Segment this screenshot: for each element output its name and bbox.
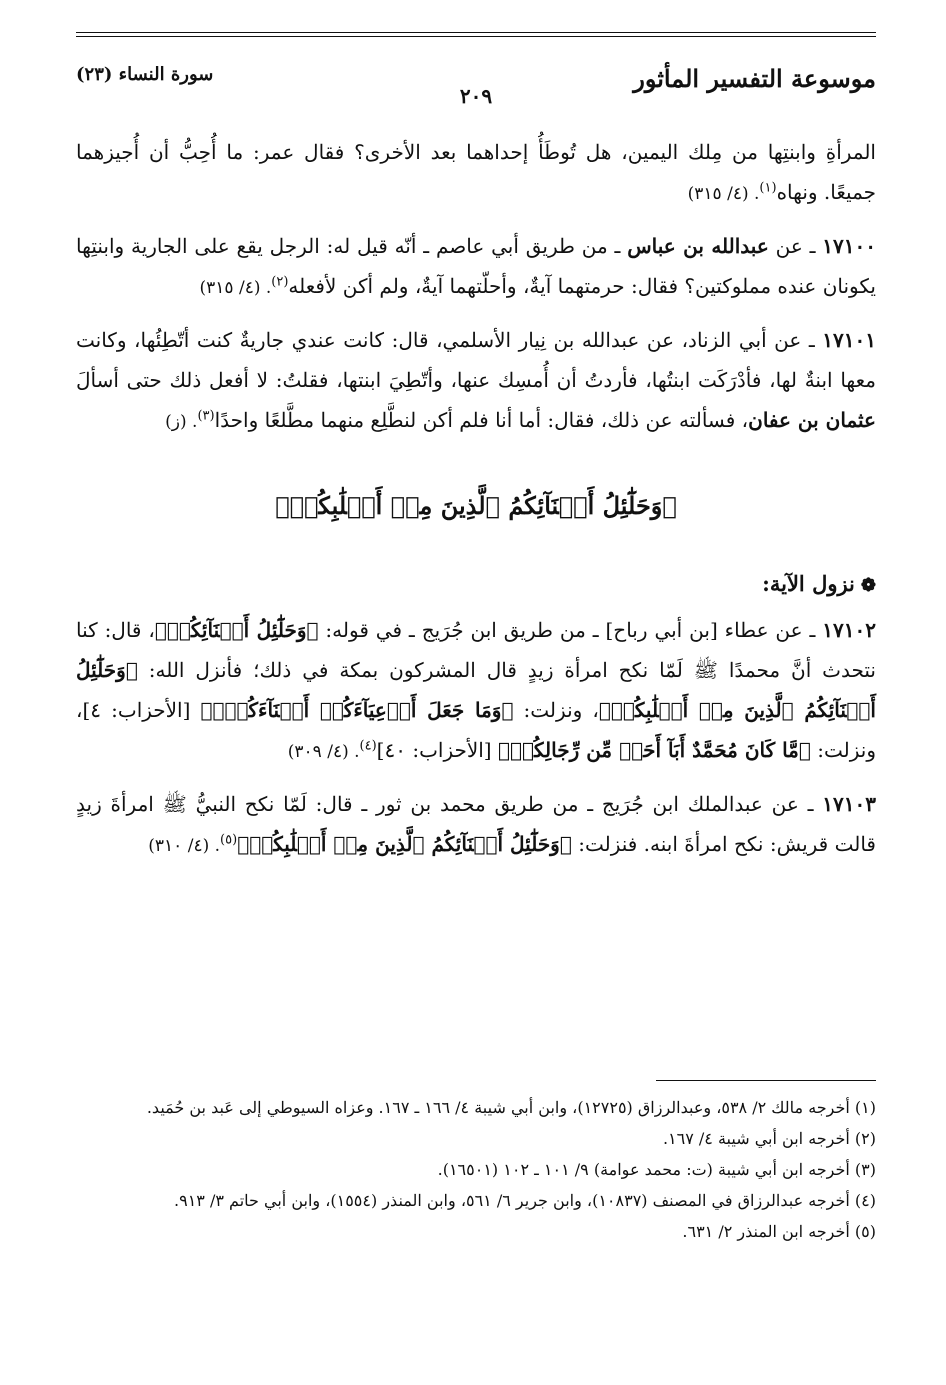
footnotes: [76, 1092, 876, 1247]
book-title: موسوعة التفسير المأثور: [633, 64, 876, 93]
narration-text: ـ من طريق أبي عاصم ـ أنّه قيل له: الرجل يقع على الجارية وابنتِها يكونان عنده مملوكتين؟ فقال: حرمتهما آيةٌ، وأحلّتهما آيةٌ، ولم أكن لأفعله: [76, 234, 876, 298]
narration-number: ١٧١٠٢: [822, 618, 876, 642]
narration-prefix: ـ عن: [768, 234, 823, 258]
paragraph-continued: [76, 132, 876, 214]
quran-quote: ﴿وَحَلَٰٓئِلُ أَبۡنَآئِكُمۡ﴾: [154, 618, 319, 642]
narration-number: ١٧١٠٠: [822, 234, 876, 258]
footnote-marker: (٣): [197, 408, 215, 424]
narration-text: [الأحزاب: ٤]، ونزلت:: [76, 698, 876, 762]
narration-17100: [76, 226, 876, 308]
narration-17103: [76, 784, 876, 866]
narration-number: ١٧١٠١: [822, 328, 876, 352]
volume-reference: . (ز): [165, 412, 198, 432]
page-number-wrap: [76, 84, 876, 108]
quran-quote: ﴿وَحَلَٰٓئِلُ أَبۡنَآئِكُمُ ٱلَّذِينَ مِنۡ أَصۡلَٰبِكُمۡ﴾: [237, 832, 572, 856]
page-number: ٢٠٩: [452, 84, 500, 108]
footnote-2: (٢) أخرجه ابن أبي شيبة ٤/ ١٦٧.: [662, 1129, 876, 1148]
narration-number: ١٧١٠٣: [822, 792, 876, 816]
footnote-1: (١) أخرجه مالك ٢/ ٥٣٨، وعبدالرزاق (١٢٧٢٥)، وابن أبي شيبة ٤/ ١٦٦ ـ ١٦٧. وعزاه السيوطي إلى عَبد بن حُمَيد.: [146, 1098, 876, 1117]
surah-title: سورة النساء (٢٣): [76, 64, 214, 85]
section-title-text: نزول الآية:: [762, 571, 855, 596]
narration-17101: [76, 320, 876, 442]
quran-quote: ﴿مَّا كَانَ مُحَمَّدٌ أَبَآ أَحَدٖ مِّن رِّجَالِكُمۡ﴾: [497, 738, 811, 762]
volume-reference: . (٤/ ٣٠٩): [287, 742, 360, 762]
narration-text: ـ عن أبي الزناد، عن عبدالله بن نِيار الأسلمي، قال: كانت عندي جاريةٌ كنت أتّطِئُها، وكانت معها ابنةٌ لها، فأدْرَكَت ابنتُها، فأردتُ أن أُمسِك عنها، وأتّطِيَ ابنتها، فقلتُ: لا أفعل ذلك حتى أسألَ: [76, 328, 876, 392]
flower-icon: ❁: [860, 575, 876, 596]
header-rule-bottom: [76, 36, 876, 37]
footnote-marker: (٥): [220, 832, 238, 848]
footnote-marker: (١): [759, 180, 777, 196]
quran-quote: ﴿وَحَلَٰٓئِلُ أَبۡنَآئِكُمُ ٱلَّذِينَ مِنۡ أَصۡلَٰبِكُمۡ﴾: [76, 658, 876, 722]
narration-text: [الأحزاب: ٤٠]: [376, 738, 498, 762]
narration-text: ، فسألته عن ذلك، فقال: أما أنا فلم أكن لنطَّلِع منهما مطَّلعًا واحدًا: [214, 408, 749, 432]
volume-reference: . (٤/ ٣١٠): [148, 836, 221, 856]
quran-quote: ﴿وَمَا جَعَلَ أَدۡعِيَآءَكُمۡ أَبۡنَآءَكُمۡۚ﴾: [200, 698, 514, 722]
footnote-marker: (٢): [271, 274, 289, 290]
narrator-name: عثمان بن عفان: [748, 408, 876, 432]
narration-text: ، ونزلت:: [513, 698, 599, 722]
verse-heading: ﴿وَحَلَٰٓئِلُ أَبۡنَآئِكُمُ ٱلَّذِينَ مِنۡ أَصۡلَٰبِكُمۡ﴾: [275, 491, 677, 520]
narration-text: ، قال: كنا نتحدث أنَّ محمدًا ﷺ لَمّا نكح امرأة زيدٍ قال المشركون بمكة في ذلك؛ فأنزل الله:: [76, 618, 876, 682]
paragraph-text: المرأةِ وابنتِها من مِلك اليمين، هل تُوطَأُ إحداهما بعد الأخرى؟ فقال عمر: ما أُحِبُّ أن أُجيزهما جميعًا. ونهاه: [76, 140, 876, 204]
volume-reference: . (٤/ ٣١٥): [199, 278, 272, 298]
volume-reference: . (٤/ ٣١٥): [687, 184, 760, 204]
main-text: [76, 132, 876, 878]
footnote-separator: [656, 1080, 876, 1081]
footnote-3: (٣) أخرجه ابن أبي شيبة (ت: محمد عوامة) ٩/ ١٠١ ـ ١٠٢ (١٦٥٠١).: [437, 1160, 876, 1179]
narrator-name: عبدالله بن عباس: [627, 234, 769, 258]
narration-text: ـ عن عبدالملك ابن جُرَيج ـ من طريق محمد بن ثور ـ قال: لَمّا نكح النبيُّ ﷺ امرأةَ زيدٍ قالت قريش: نكح امرأةَ ابنه. فنزلت:: [76, 792, 876, 856]
footnote-5: (٥) أخرجه ابن المنذر ٢/ ٦٣١.: [682, 1222, 876, 1241]
header-rule-top: [76, 32, 876, 33]
narration-17102: [76, 610, 876, 772]
footnote-marker: (٤): [359, 738, 377, 754]
footnote-4: (٤) أخرجه عبدالرزاق في المصنف (١٠٨٣٧)، وابن جرير ٦/ ٥٦١، وابن المنذر (١٥٥٤)، وابن أبي حاتم ٣/ ٩١٣.: [174, 1191, 876, 1210]
section-title: [76, 564, 876, 606]
narration-text: ـ عن عطاء [بن أبي رباح] ـ من طريق ابن جُرَيج ـ في قوله:: [318, 618, 823, 642]
page-header: [76, 62, 876, 108]
